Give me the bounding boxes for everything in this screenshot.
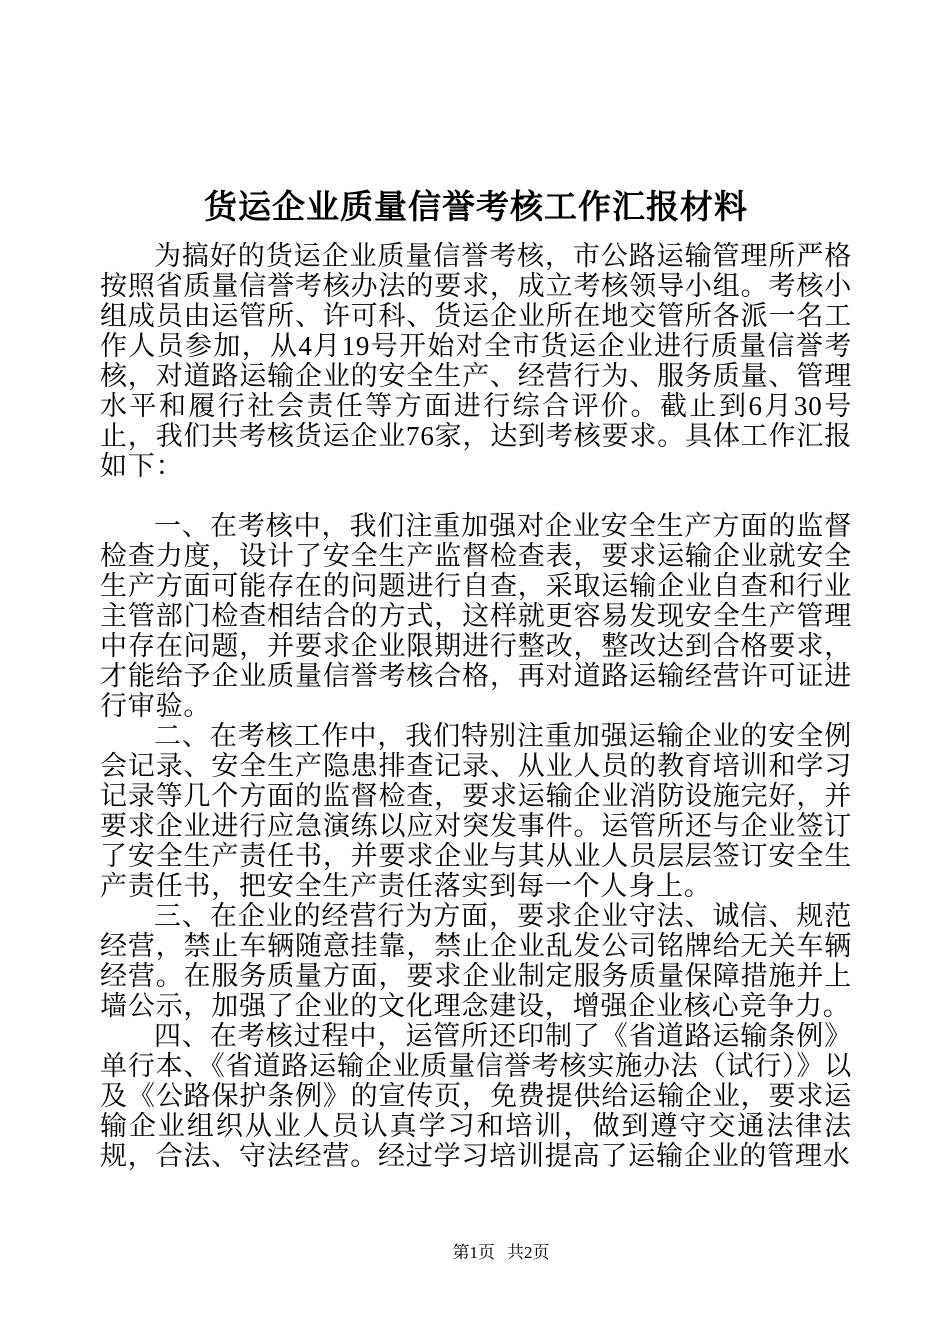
document-content [100, 185, 852, 1171]
page-footer [0, 1241, 950, 1265]
paragraph-section-4: 四、在考核过程中，运管所还印制了《省道路运输条例》单行本、《省道路运输企业质量信誉考核实施办法（试行）》以及《公路保护条例》的宣传页，免费提供给运输企业，要求运输企业组织从业人员认真学习和培训，做到遵守交通法律法规，合法、守法经营。经过学习培训提高了运输企业的管理水 [100, 1021, 852, 1171]
footer-page-number: 第1页 [452, 1243, 495, 1262]
paragraph-section-2: 二、在考核工作中，我们特别注重加强运输企业的安全例会记录、安全生产隐患排查记录、从业人员的教育培训和学习记录等几个方面的监督检查，要求运输企业消防设施完好，并要求企业进行应急演练以应对突发事件。运管所还与企业签订了安全生产责任书，并要求企业与其从业人员层层签订安全生产责任书，把安全生产责任落实到每一个人身上。 [100, 721, 852, 901]
paragraph-intro: 为搞好的货运企业质量信誉考核，市公路运输管理所严格按照省质量信誉考核办法的要求，成立考核领导小组。考核小组成员由运管所、许可科、货运企业所在地交管所各派一名工作人员参加，从4月19号开始对全市货运企业进行质量信誉考核，对道路运输企业的安全生产、经营行为、服务质量、管理水平和履行社会责任等方面进行综合评价。截止到6月30号止，我们共考核货运企业76家，达到考核要求。具体工作汇报如下： [100, 241, 852, 481]
paragraph-section-1: 一、在考核中，我们注重加强对企业安全生产方面的监督检查力度，设计了安全生产监督检查表，要求运输企业就安全生产方面可能存在的问题进行自查，采取运输企业自查和行业主管部门检查相结合的方式，这样就更容易发现安全生产管理中存在问题，并要求企业限期进行整改，整改达到合格要求，才能给予企业质量信誉考核合格，再对道路运输经营许可证进行审验。 [100, 511, 852, 721]
paragraph-section-3: 三、在企业的经营行为方面，要求企业守法、诚信、规范经营，禁止车辆随意挂靠，禁止企业乱发公司铭牌给无关车辆经营。在服务质量方面，要求企业制定服务质量保障措施并上墙公示，加强了企业的文化理念建设，增强企业核心竞争力。 [100, 901, 852, 1021]
document-title: 货运企业质量信誉考核工作汇报材料 [204, 190, 748, 226]
footer-page-total: 共2页 [507, 1243, 550, 1262]
